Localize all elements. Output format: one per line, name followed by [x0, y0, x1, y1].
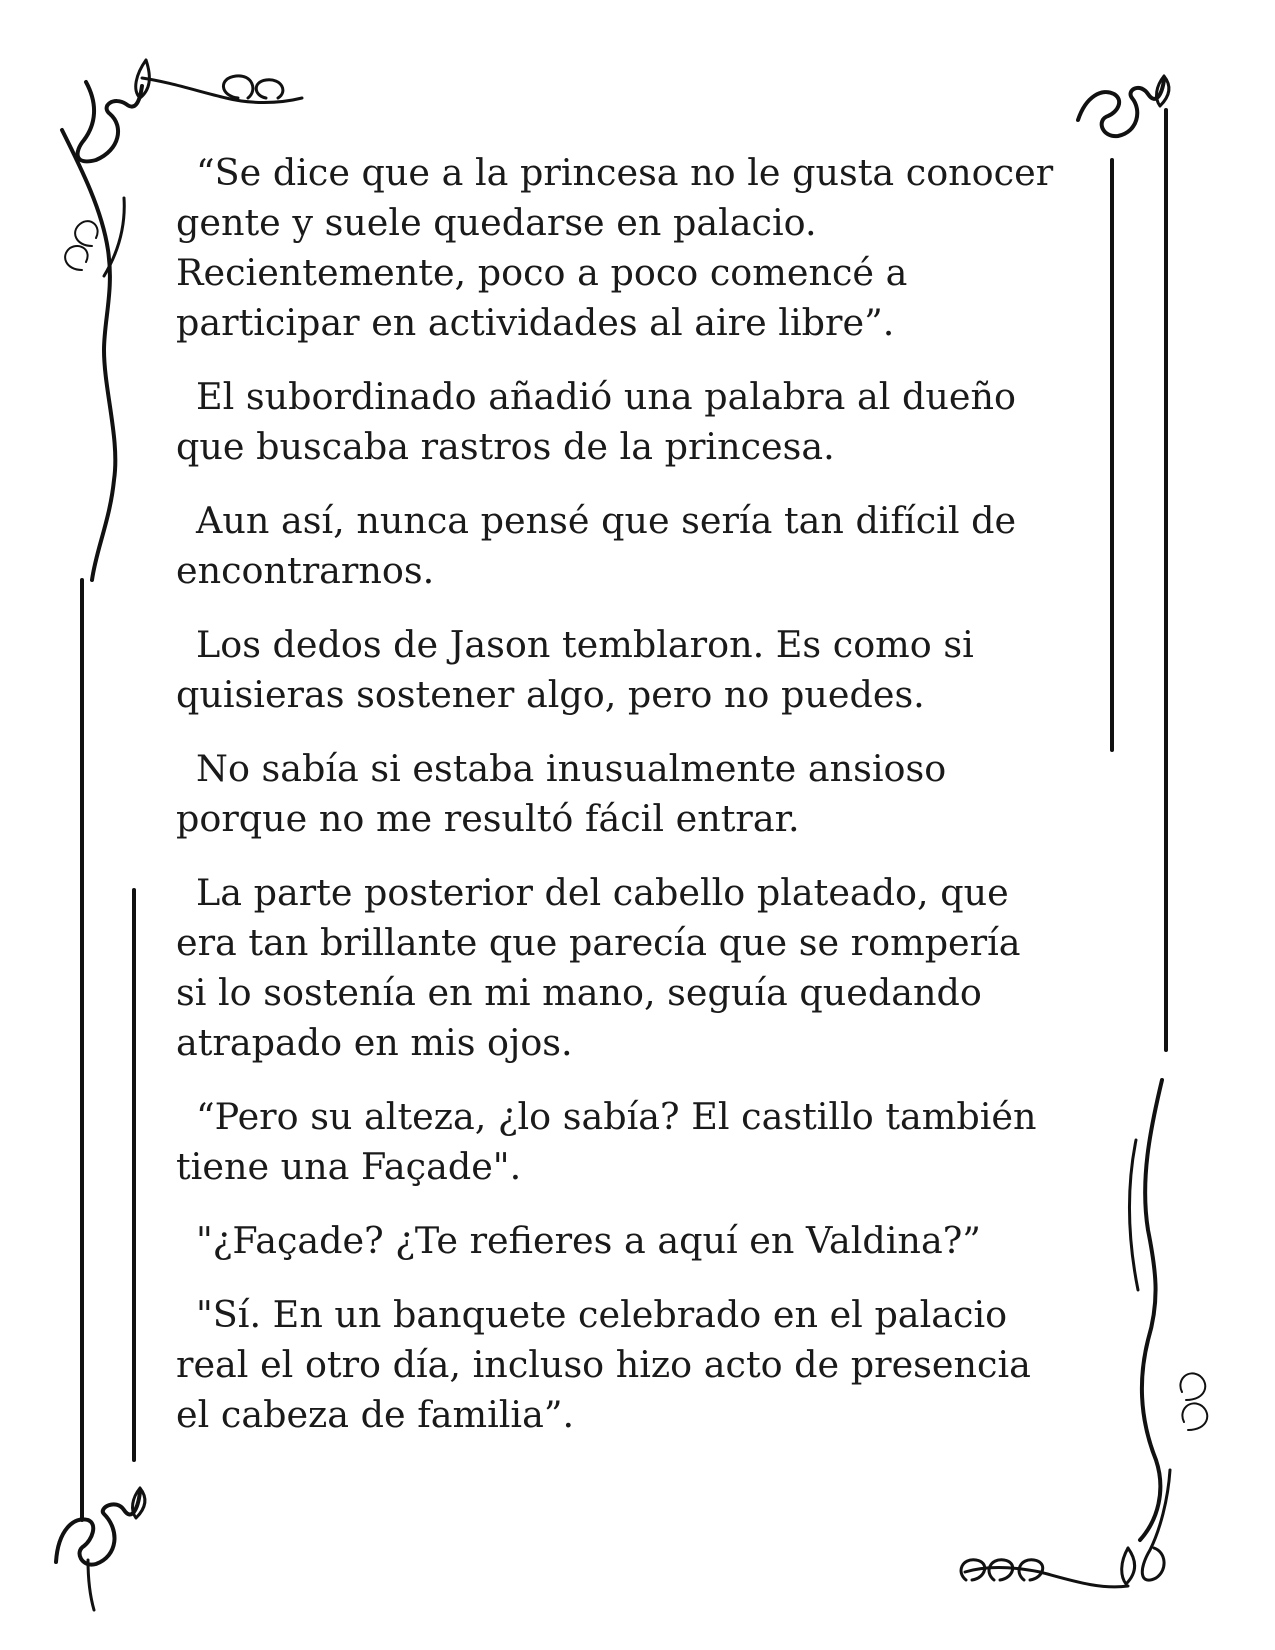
paragraph-9: "Sí. En un banquete celebrado en el palacio real el otro día, incluso hizo acto de presencia el cabeza de familia”. — [176, 1293, 1031, 1436]
paragraph-7: “Pero su alteza, ¿lo sabía? El castillo también tiene una Façade". — [176, 1095, 1037, 1188]
paragraph-2: El subordinado añadió una palabra al dueño que buscaba rastros de la princesa. — [176, 375, 1016, 468]
paragraph-3: Aun así, nunca pensé que sería tan difícil de encontrarnos. — [176, 499, 1017, 592]
paragraph-5: No sabía si estaba inusualmente ansioso porque no me resultó fácil entrar. — [176, 747, 947, 840]
top-right-flourish — [1078, 76, 1169, 136]
paragraph-1: “Se dice que a la princesa no le gusta conocer gente y suele quedarse en palacio. Recientemente, poco a poco comencé a participar en actividades al aire libre”. — [176, 151, 1054, 344]
paragraph-8: "¿Façade? ¿Te refieres a aquí en Valdina?” — [196, 1219, 981, 1262]
bottom-left-flourish — [56, 1488, 145, 1610]
paragraph-4: Los dedos de Jason temblaron. Es como si quisieras sostener algo, pero no puedes. — [176, 623, 974, 716]
story-text — [176, 148, 1076, 1464]
paragraph-6: La parte posterior del cabello plateado, que era tan brillante que parecía que se rompería si lo sostenía en mi mano, seguía quedando atrapado en mis ojos. — [176, 871, 1021, 1064]
